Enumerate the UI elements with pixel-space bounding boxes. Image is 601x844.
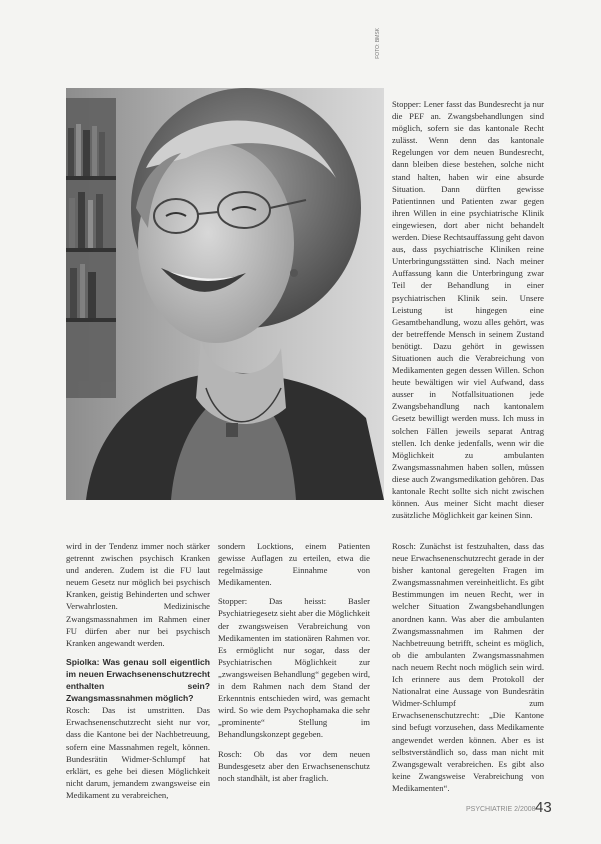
paragraph: Stopper: Das heisst: Basler Psychiatriegesetz sieht aber die Möglichkeit der zwangsweisen Verabreichung von Medikamenten im stationären Rahmen vor. Es ermöglicht nur sogar, dass der Psychiatrischen Möglichkeit zur „zwangsweisen Behandlung“ gegeben wird, in dem Rahmen nach dem Stand der Erkenntnis entschieden wird, was gemacht wird. So wie dem Psychophamaka die sehr „prominente“ Stellung im Behandlungskonzept gegeben. (218, 596, 370, 740)
text-column-2 (218, 540, 370, 784)
text-column-1 (66, 540, 210, 801)
text-column-right-top (392, 98, 544, 521)
paragraph: Rosch: Ob das vor dem neuen Bundesgesetz aber den Erwachsenenschutz noch standhält, ist aber fraglich. (218, 748, 370, 783)
footer-label: PSYCHIATRIE 2/2008 (466, 806, 536, 813)
paragraph: sondern Locktions, einem Patienten gewisse Auflagen zu erteilen, etwa die regelmässige Einnahme von Medikamenten. (218, 541, 370, 588)
portrait-photo (66, 88, 384, 500)
paragraph: Stopper: Lener fasst das Bundesrecht ja nur die PEF an. Zwangsbehandlungen sind möglich, sofern sie das kantonale Recht zulässt. Wenn denn das kantonale Regelungen vor dem neuen Bundesrecht, dann bleiben diese bestehen, solche nicht stand halten, haben wir eine absurde Situation. Dann dürften gewisse Patientinnen und Patienten zwar gegen ihren Willen in eine psychiatrische Klinik eingewiesen, dort aber nicht behandelt werden. Diese Rechtsauffassung geht davon aus, dass psychiatrische Kliniken reine Unterbringungsstätten sind. Nach meiner Auffassung kann die Unterbringung zwar Teil der Behandlung in einer psychiatrischen Klinik sein. Unsere Leistung ist hingegen eine Gesamtbehandlung, wozu alles gehört, was der betreffende Mensch in seinem Zustand benötigt. Dazu gehört in gewissen Situationen auch die Verabreichung von Medikamenten gegen dessen Willen. Schon heute bewältigen wir viel Aufwand, dass ausser in Notfallsituationen jede Zwangsbehandlung nach kantonalem Gesetz bewilligt werden muss. Ich muss in solchen Fällen jeweils separat Antrag stellen. Ich denke jedenfalls, wenn wir die Möglichkeit zu ambulanten Zwangsmassnahmen haben sollen, müssen diese auch Zwangsmedikation gehören. Das kantonale Recht sollte sich nicht zwischen können. Aus meiner Sicht macht dieser zusätzliche Möglichkeit gar keinen Sinn. (392, 99, 544, 521)
text-column-3 (392, 540, 544, 794)
photo-credit: FOTO: BMSK (375, 28, 381, 59)
interview-question: Spiolka: Was genau soll eigentlich im neuen Erwachsenenschutzrecht enthalten sein? Zwangsmassnahmen möglich? (66, 656, 210, 704)
paragraph: wird in der Tendenz immer noch stärker getrennt zwischen psychisch Kranken und anderen. Zudem ist die FU laut neuem Gesetz nur möglich bei psychisch Kranken, geistig Behinderten und schwer Verwahrlosten. Medizinische Zwangsmassnahmen im Rahmen einer FU dürfen aber nur bei psychisch Kranken angewandt werden. (66, 541, 210, 648)
paragraph: Rosch: Zunächst ist festzuhalten, dass das neue Erwachsenenschutzrecht gerade in der bisher kantonal geregelten Fragen im Zwangsmassnahmen vereinheitlicht. Es gibt Bestimmungen im neuen Recht, wer in welcher Situation Zwangsbehandlungen anordnen kann. Was aber die ambulanten Zwangsmassnahmen im Rahmen der Nachbetreuung betrifft, scheint es möglich, ob die ambulanten Zwangsmassnahmen nach neuem Recht noch möglich sein wird. Ich erinnere aus dem Protokoll der Nationalrat eine Aussage von Bundesrätin Widmer-Schlumpf zum Erwachsenenschutzrecht: „Die Kantone sind befugt vorzusehen, dass Medikamente angewendet werden können. Aber es ist selbstverständlich so, dass man nicht mit Zwangsgewalt verabreichen. Es gibt also keine Zwangsweise Verabreichung von Medikamenten“. (392, 541, 544, 793)
interview-answer: Rosch: Das ist umstritten. Das Erwachsenenschutzrecht sieht nur vor, dass die Kantone bei der Nachbetreuung, sofern eine Massnahmen regelt, können. Bundesrätin Widmer-Schlumpf hat erklärt, es gehe bei diesen Möglichkeit nicht darum, jemandem zwangsweise ein Medikament zu verabreichen, (66, 705, 210, 800)
portrait-illustration (66, 88, 384, 500)
page-number: 43 (535, 799, 552, 816)
